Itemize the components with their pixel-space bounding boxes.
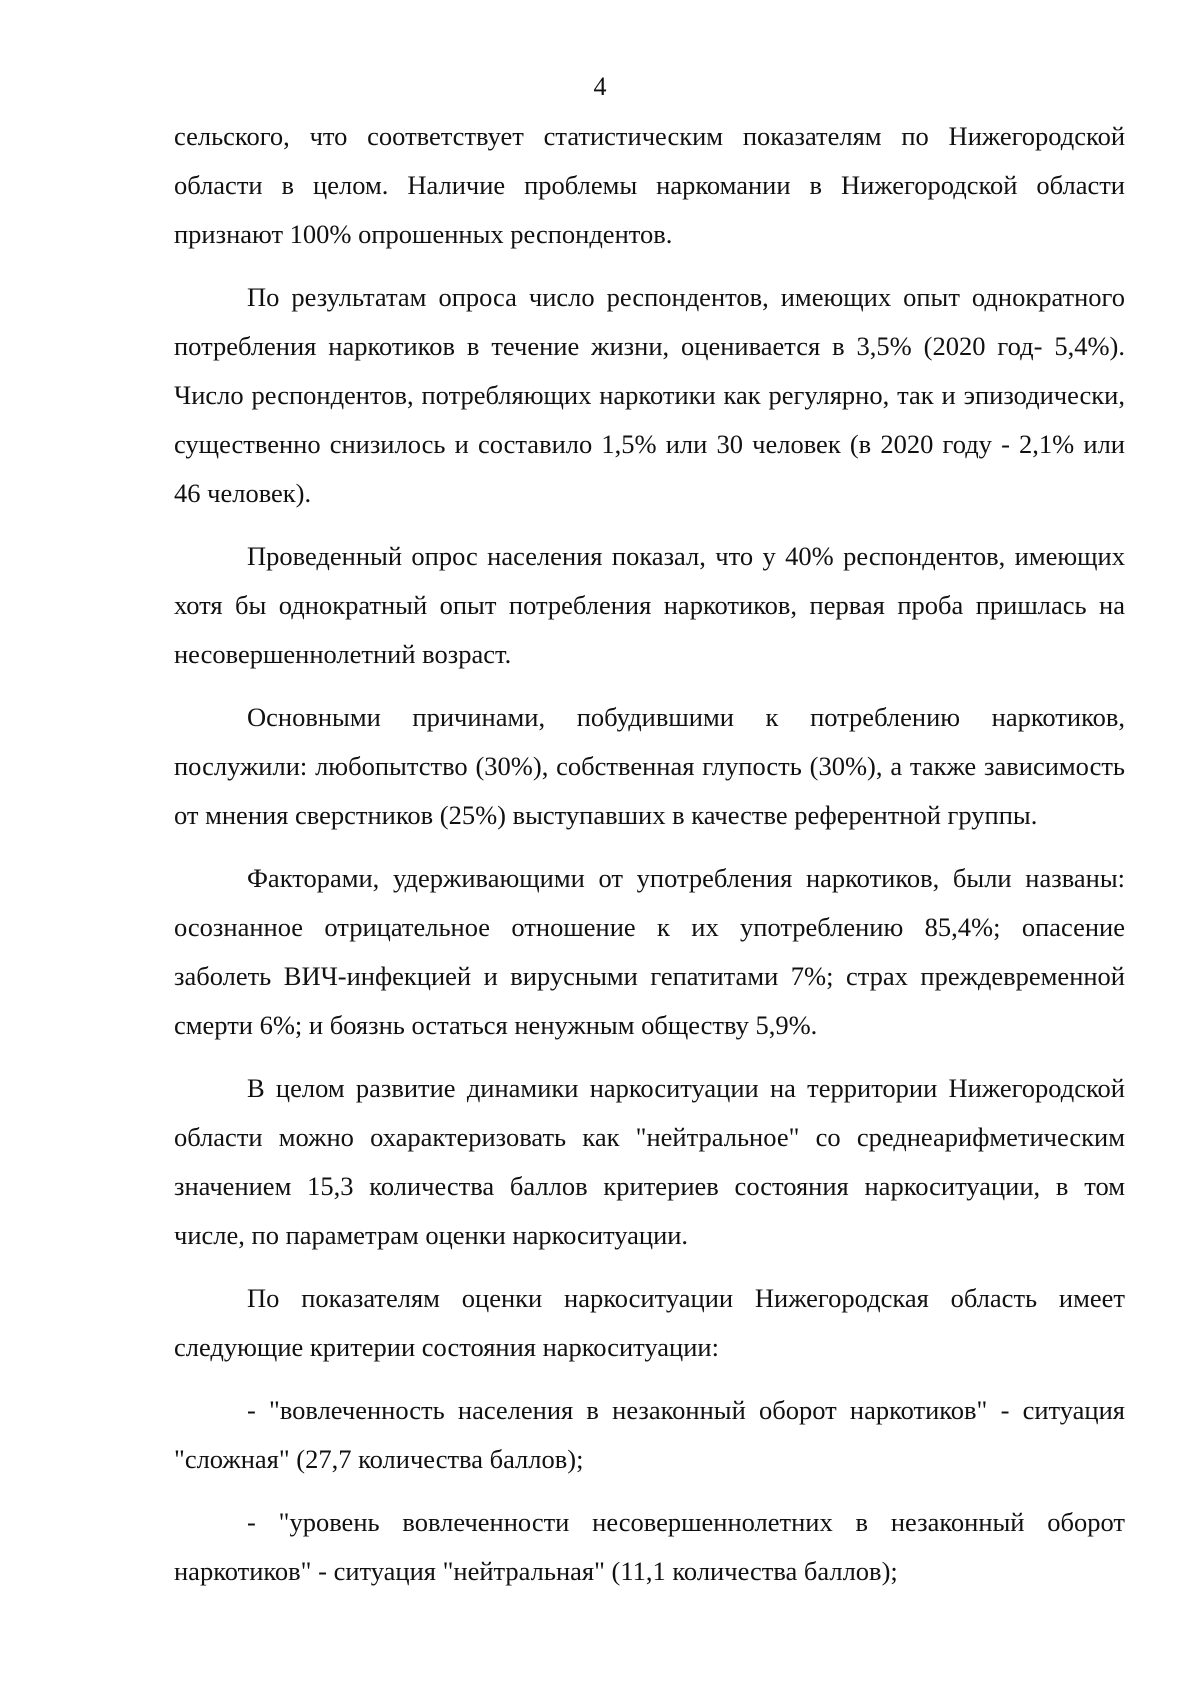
- paragraph-4: Основными причинами, побудившими к потреблению наркотиков, послужили: любопытство (30%), собственная глупость (30%), а также зависимость от мнения сверстников (25%) выступавших в качестве референтной группы.: [174, 702, 1125, 830]
- paragraph-2: По результатам опроса число респондентов, имеющих опыт однократного потребления наркотиков в течение жизни, оценивается в 3,5% (2020 год- 5,4%). Число респондентов, потребляющих наркотики как регулярно, так и эпизодически, существенно снизилось и составило 1,5% или 30 человек (в 2020 году - 2,1% или 46 человек).: [174, 282, 1125, 508]
- document-body: [174, 112, 1125, 1596]
- paragraph-7: По показателям оценки наркоситуации Нижегородская область имеет следующие критерии состояния наркоситуации:: [174, 1283, 1125, 1362]
- list-item-2: - "уровень вовлеченности несовершеннолетних в незаконный оборот наркотиков" - ситуация "нейтральная" (11,1 количества баллов);: [174, 1507, 1125, 1586]
- paragraph-5: Факторами, удерживающими от употребления наркотиков, были названы: осознанное отрицательное отношение к их употреблению 85,4%; опасение заболеть ВИЧ-инфекцией и вирусными гепатитами 7%; страх преждевременной смерти 6%; и боязнь остаться ненужным обществу 5,9%.: [174, 863, 1125, 1040]
- paragraph-3: Проведенный опрос населения показал, что у 40% респондентов, имеющих хотя бы однократный опыт потребления наркотиков, первая проба пришлась на несовершеннолетний возраст.: [174, 541, 1125, 669]
- paragraph-6: В целом развитие динамики наркоситуации на территории Нижегородской области можно охарактеризовать как "нейтральное" со среднеарифметическим значением 15,3 количества баллов критериев состояния наркоситуации, в том числе, по параметрам оценки наркоситуации.: [174, 1073, 1125, 1250]
- paragraph-1: сельского, что соответствует статистическим показателям по Нижегородской области в целом. Наличие проблемы наркомании в Нижегородской области признают 100% опрошенных респондентов.: [174, 121, 1125, 249]
- list-item-1: - "вовлеченность населения в незаконный оборот наркотиков" - ситуация "сложная" (27,7 количества баллов);: [174, 1395, 1125, 1474]
- page-number: 4: [593, 72, 607, 101]
